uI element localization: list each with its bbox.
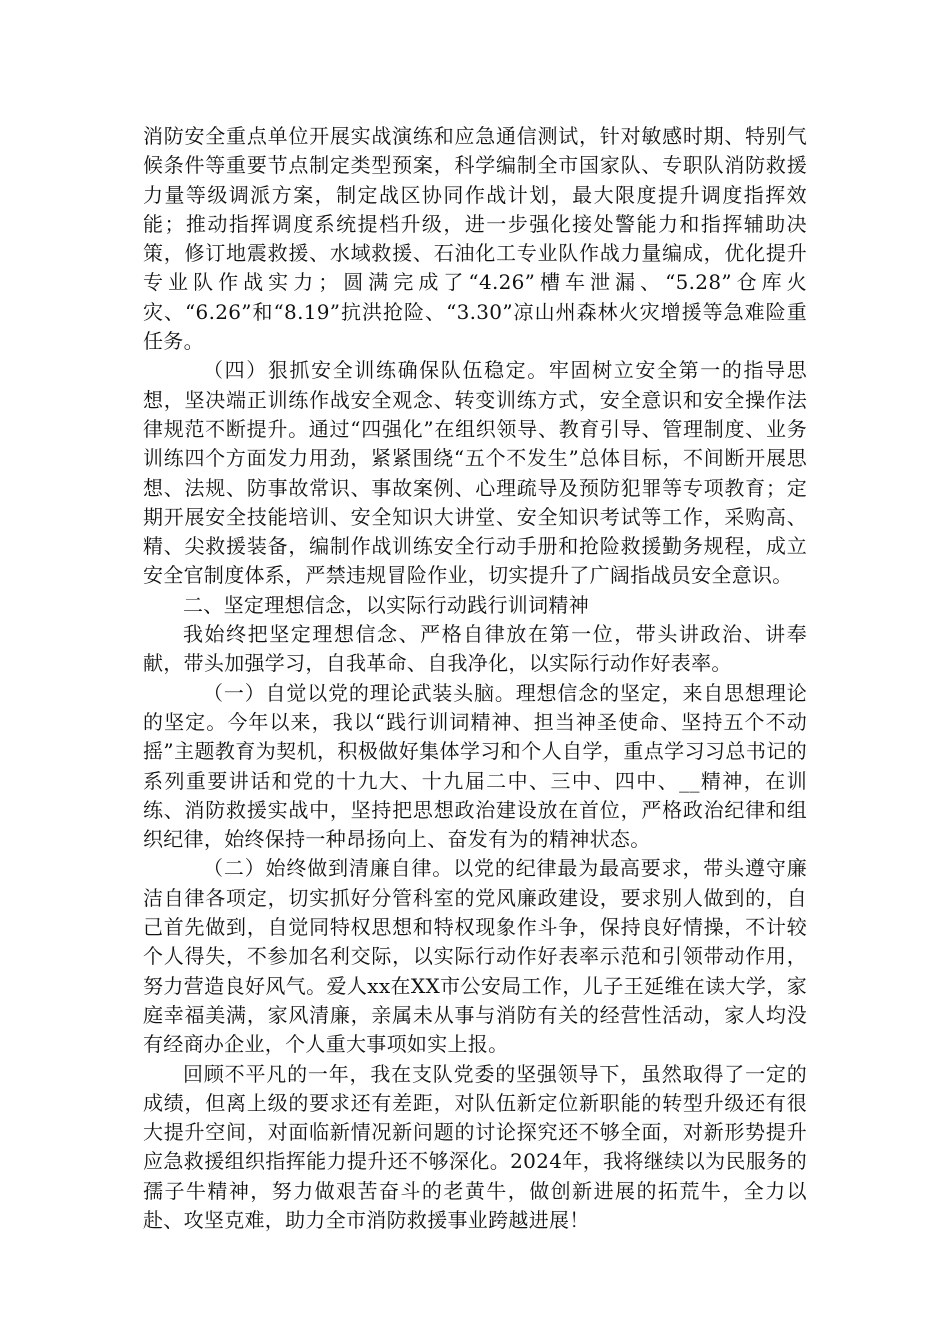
paragraph-subsection-two: （二）始终做到清廉自律。以党的纪律最为最高要求，带头遵守廉洁自律各项定，切实抓好分管科室的党风廉政建设，要求别人做到的，自己首先做到，自觉同特权思想和特权现象作斗争，保持良好情操，不计较个人得失，不参加名利交际，以实际行动作好表率示范和引领带动作用，努力营造良好风气。爱人xx在XX市公安局工作，儿子王延维在读大学，家庭幸福美满，家风清廉，亲属未从事与消防有关的经营性活动，家人均没有经商办企业，个人重大事项如实上报。 (143, 856, 807, 1057)
document-body (143, 122, 807, 1235)
paragraph-conclusion: 回顾不平凡的一年，我在支队党委的坚强领导下，虽然取得了一定的成绩，但离上级的要求还有差距，对队伍新定位新职能的转型升级还有很大提升空间，对面临新情况新问题的讨论探究还不够全面，对新形势提升应急救援组织指挥能力提升还不够深化。2024年，我将继续以为民服务的孺子牛精神，努力做艰苦奋斗的老黄牛，做创新进展的拓荒牛，全力以赴、攻坚克难，助力全市消防救援事业跨越进展！ (143, 1061, 807, 1232)
paragraph-section-four: （四）狠抓安全训练确保队伍稳定。牢固树立安全第一的指导思想，坚决端正训练作战安全观念、转变训练方式，安全意识和安全操作法律规范不断提升。通过“四强化”在组织领导、教育引导、管理制度、业务训练四个方面发力用劲，紧紧围绕“五个不发生”总体目标，不间断开展思想、法规、防事故常识、事故案例、心理疏导及预防犯罪等专项教育；定期开展安全技能培训、安全知识大讲堂、安全知识考试等工作，采购高、精、尖救援装备，编制作战训练安全行动手册和抢险救援勤务规程，成立安全官制度体系，严禁违规冒险作业，切实提升了广阔指战员安全意识。 (143, 358, 807, 588)
section-heading-two: 二、坚定理想信念，以实际行动践行训词精神 (183, 592, 589, 617)
paragraph-ideals-intro: 我始终把坚定理想信念、严格自律放在第一位，带头讲政治、讲奉献，带头加强学习，自我革命、自我净化，以实际行动作好表率。 (143, 622, 807, 676)
paragraph-continuation: 消防安全重点单位开展实战演练和应急通信测试，针对敏感时期、特别气候条件等重要节点制定类型预案，科学编制全市国家队、专职队消防救援力量等级调派方案，制定战区协同作战计划，最大限度提升调度指挥效能；推动指挥调度系统提档升级，进一步强化接处警能力和指挥辅助决策，修订地震救援、水域救援、石油化工专业队作战力量编成，优化提升专业队作战实力；圆满完成了“4.26”槽车泄漏、“5.28”仓库火灾、“6.26”和“8.19”抗洪抢险、“3.30”凉山州森林火灾增援等急难险重任务。 (143, 124, 807, 354)
paragraph-subsection-one: （一）自觉以党的理论武装头脑。理想信念的坚定，来自思想理论的坚定。今年以来，我以“践行训词精神、担当神圣使命、坚持五个不动摇”主题教育为契机，积极做好集体学习和个人自学，重点学习习总书记的系列重要讲话和党的十九大、十九届二中、三中、四中、__精神，在训练、消防救援实战中，坚持把思想政治建设放在首位，严格政治纪律和组织纪律，始终保持一种昂扬向上、奋发有为的精神状态。 (143, 680, 807, 852)
